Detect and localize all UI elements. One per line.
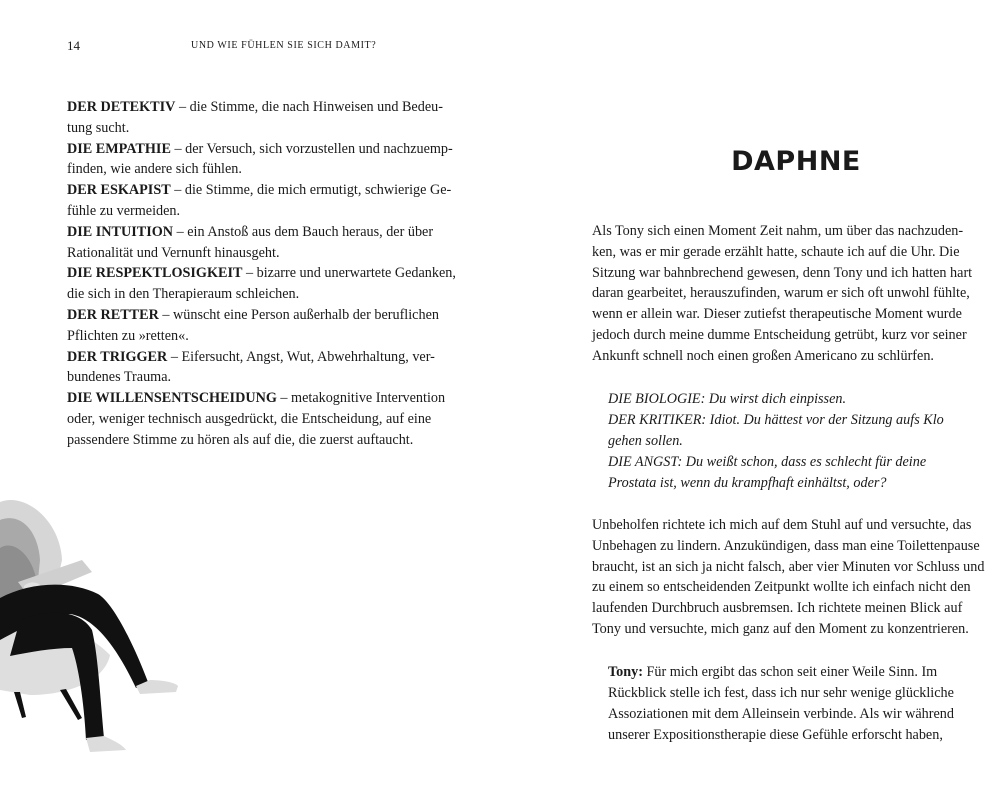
body-paragraph: Als Tony sich einen Moment Zeit nahm, um über das nachzuden- ken, was er mir gerade erzählt hatte, schaute ich auf die Uhr. Die Sitzung war bahnbrechend gewesen, denn Tony und ich hatten hart daran gearbeitet, herauszufinden, warum er sich oft unwohl fühlte, wenn er allein war. Dieser zutiefst therapeutische Moment wurde jedoch durch meine dumme Entscheidung getrübt, kurz vor seiner Ankunft schnell noch einen großen Americano zu schlürfen. — [592, 223, 973, 364]
glossary-term: DIE WILLENSENTSCHEIDUNG — [67, 390, 277, 407]
glossary-definition: – bizarre und unerwartete Gedanken, die sich in den Therapieraum schleichen. — [67, 265, 456, 303]
body-paragraph: Unbeholfen richtete ich mich auf dem Stuhl auf und versuchte, das Unbehagen zu lindern. Anzukündigen, dass man eine Toilettenpause braucht, ist an sich ja nicht falsch, aber vier Minuten vor Schluss und zu einem so entscheidenden Zeitpunkt wollte ich einfach nicht den laufenden Durchbruch ausbremsen. Ich richtete meinen Blick auf Tony und versuchte, mich ganz auf den Moment zu konzentrieren. — [592, 517, 985, 637]
running-header: UND WIE FÜHLEN SIE SICH DAMIT? — [191, 40, 377, 51]
chapter-title: DAPHNE — [731, 146, 861, 177]
glossary-entry — [67, 305, 474, 347]
glossary-entry — [67, 263, 474, 305]
glossary-term: DER TRIGGER — [67, 348, 168, 365]
chair-leg — [14, 692, 26, 718]
glossary-entry — [67, 97, 474, 139]
glossary-definition: – wünscht eine Person außerhalb der beruflichen Pflichten zu »retten«. — [67, 306, 439, 344]
glossary-entry — [67, 388, 474, 450]
glossary-definition: – metakognitive Intervention oder, weniger technisch ausgedrückt, die Entscheidung, auf eine passendere Stimme zu hören als auf die, die zuerst auftaucht. — [67, 390, 446, 448]
inner-voice-line: DIE ANGST: Du weißt schon, dass es schlecht für deine Prostata ist, wenn du krampfhaft einhältst, oder? — [608, 454, 927, 491]
glossary-term: DER DETEKTIV — [67, 99, 176, 115]
glossary-definition: – Eifersucht, Angst, Wut, Abwehrhaltung, ver- bundenes Trauma. — [67, 348, 435, 386]
page-number: 14 — [67, 38, 80, 53]
glossary-definition: – der Versuch, sich vorzustellen und nachzuemp- finden, wie andere sich fühlen. — [67, 140, 453, 178]
glossary-term: DIE INTUITION — [67, 223, 174, 240]
inner-voice-line: DER KRITIKER: Idiot. Du hättest vor der Sitzung aufs Klo gehen sollen. — [608, 412, 944, 449]
glossary-definition: – die Stimme, die mich ermutigt, schwierige Ge- fühle zu vermeiden. — [67, 182, 452, 219]
dialogue-block — [608, 662, 988, 746]
glossary-list — [67, 97, 474, 451]
glossary-definition: – die Stimme, die nach Hinweisen und Bedeu- tung sucht. — [67, 99, 443, 136]
glossary-term: DIE RESPEKTLOSIGKEIT — [67, 265, 243, 282]
chair-leg — [60, 689, 82, 720]
dialogue-speaker: Tony: — [608, 664, 643, 680]
glossary-entry — [67, 139, 474, 181]
figure-foot — [86, 736, 126, 752]
glossary-definition: – ein Anstoß aus dem Bauch heraus, der über Rationalität und Vernunft hinausgeht. — [67, 223, 434, 261]
glossary-entry — [67, 347, 474, 389]
inner-voices-block — [608, 389, 1000, 494]
glossary-term: DIE EMPATHIE — [67, 140, 171, 157]
inner-voice-line: DIE BIOLOGIE: Du wirst dich einpissen. — [608, 391, 847, 407]
dialogue-text: Für mich ergibt das schon seit einer Weile Sinn. Im Rückblick stelle ich fest, dass ich nur sehr wenige glückliche Assoziationen mit dem Alleinsein verbinde. Als wir während unserer Expositionstherapie diese Gefühle erforscht haben, — [608, 664, 954, 743]
glossary-entry — [67, 180, 474, 222]
glossary-entry — [67, 222, 474, 264]
glossary-term: DER RETTER — [67, 306, 159, 323]
glossary-term: DER ESKAPIST — [67, 182, 171, 199]
seated-figure-illustration — [0, 490, 190, 760]
